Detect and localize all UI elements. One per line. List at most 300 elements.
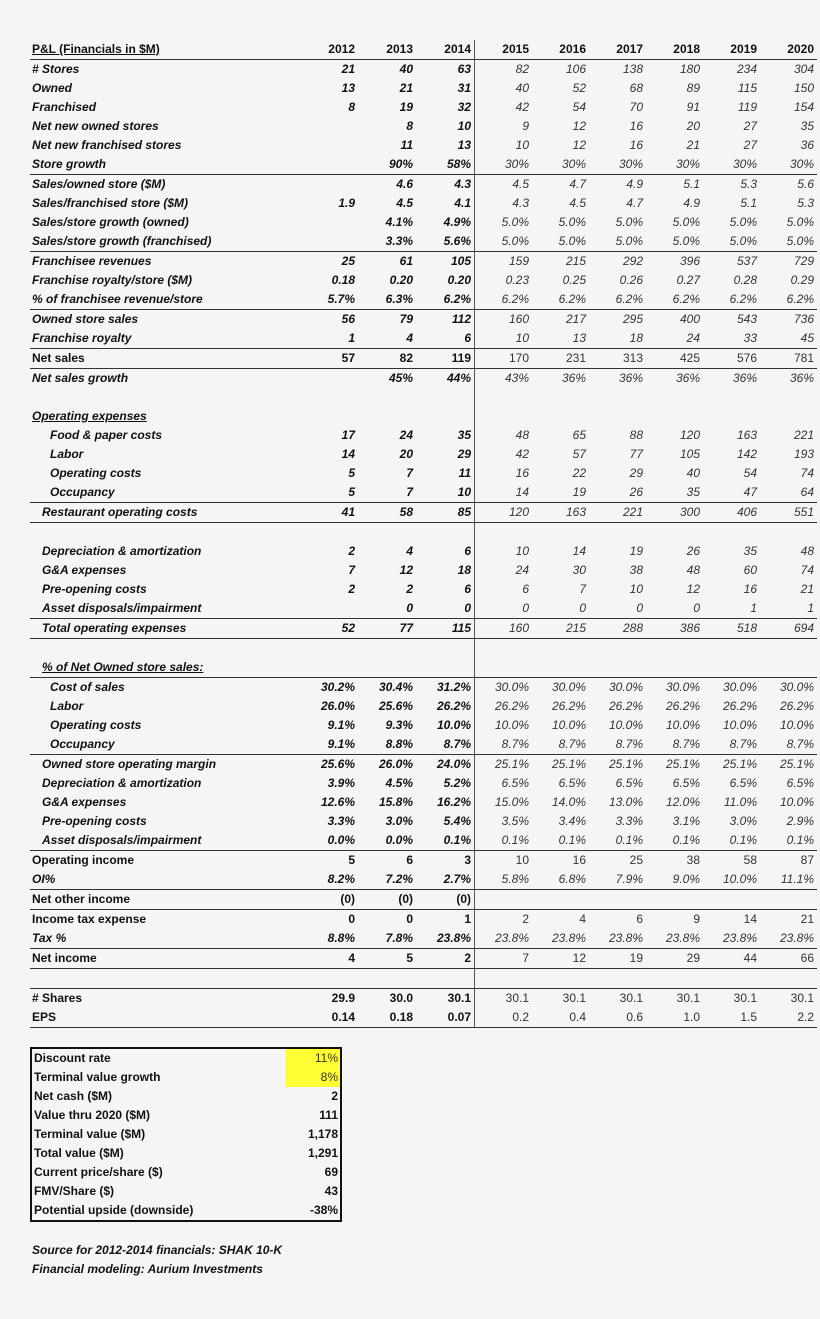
table-row xyxy=(30,464,817,483)
proj-cell: 0.1% xyxy=(475,831,533,851)
proj-cell xyxy=(646,658,703,678)
proj-cell: 694 xyxy=(760,619,817,639)
proj-cell xyxy=(532,639,589,659)
proj-cell: 42 xyxy=(475,98,533,117)
hist-cell: 10 xyxy=(416,483,475,503)
proj-cell: 27 xyxy=(743,119,757,133)
hist-cell xyxy=(300,407,358,426)
hist-cell: (0) xyxy=(416,890,475,910)
hist-cell: 10 xyxy=(457,119,471,133)
hist-cell: 11 xyxy=(458,466,471,480)
proj-cell: 9.0% xyxy=(646,870,703,890)
proj-cell: 5.0% xyxy=(475,232,533,252)
proj-cell: 26.2% xyxy=(475,697,533,716)
hist-cell: 105 xyxy=(450,254,471,268)
proj-cell xyxy=(589,969,646,989)
proj-cell: 7.9% xyxy=(589,870,646,890)
proj-cell: 91 xyxy=(686,100,700,114)
proj-cell: 11.0% xyxy=(723,795,757,809)
hist-cell: 8 xyxy=(406,119,413,133)
hist-cell: 0.0% xyxy=(300,831,358,851)
row-label: Pre-opening costs xyxy=(42,582,147,596)
proj-cell: 35 xyxy=(743,544,757,558)
row-label: Net other income xyxy=(30,890,300,910)
proj-cell: 6 xyxy=(636,912,643,926)
valuation-box xyxy=(30,1047,342,1222)
row-label: Operating costs xyxy=(50,718,142,732)
table-row xyxy=(30,136,817,155)
proj-cell: 18 xyxy=(589,329,646,349)
proj-cell: 64 xyxy=(760,483,817,503)
valuation-label: Current price/share ($) xyxy=(34,1165,163,1179)
table-row xyxy=(30,503,817,523)
hist-cell: 7 xyxy=(406,466,413,480)
proj-cell: 12.0% xyxy=(665,795,700,809)
hist-cell: 13 xyxy=(341,81,355,95)
proj-cell: 25.1% xyxy=(779,757,814,771)
proj-cell: 1.0 xyxy=(646,1008,703,1028)
hist-cell: 24 xyxy=(399,428,413,442)
hist-cell: 82 xyxy=(358,349,416,369)
proj-cell: 120 xyxy=(475,503,533,523)
proj-cell: 48 xyxy=(800,544,814,558)
proj-cell: 288 xyxy=(589,619,646,639)
hist-cell: 12 xyxy=(399,563,413,577)
table-row xyxy=(30,812,817,831)
proj-cell: 16 xyxy=(743,582,757,596)
proj-cell: 24 xyxy=(646,329,703,349)
row-label: Franchisee revenues xyxy=(32,254,152,268)
hist-cell xyxy=(300,969,358,989)
proj-cell: 0 xyxy=(589,599,646,619)
valuation-row xyxy=(31,1125,341,1144)
hist-cell: 26.0% xyxy=(378,757,413,771)
hist-cell: 3.0% xyxy=(385,814,413,828)
table-row xyxy=(30,290,817,310)
proj-cell: 576 xyxy=(703,349,760,369)
hist-cell: 2 xyxy=(406,582,413,596)
hist-cell: 9.3% xyxy=(385,718,413,732)
hist-cell: 0 xyxy=(416,599,475,619)
proj-cell: 5.6 xyxy=(797,177,814,191)
proj-cell: 10.0% xyxy=(608,718,643,732)
proj-cell xyxy=(703,658,760,678)
proj-cell: 54 xyxy=(743,466,757,480)
hist-cell: 5.7% xyxy=(300,290,358,310)
proj-cell: 30.1 xyxy=(733,991,757,1005)
hist-cell: 6 xyxy=(416,329,475,349)
proj-cell xyxy=(760,658,817,678)
proj-cell: 5.0% xyxy=(646,232,703,252)
table-row xyxy=(30,98,817,117)
hist-cell: 5 xyxy=(300,483,358,503)
proj-cell: 23.8% xyxy=(760,929,817,949)
valuation-value: 2 xyxy=(331,1089,338,1103)
proj-cell: 300 xyxy=(646,503,703,523)
proj-cell: 30% xyxy=(589,155,646,175)
hist-cell: 4 xyxy=(358,329,416,349)
proj-cell: 234 xyxy=(736,62,757,76)
proj-cell: 1.5 xyxy=(703,1008,760,1028)
valuation-label: Terminal value ($M) xyxy=(34,1127,146,1141)
proj-cell: 736 xyxy=(793,312,814,326)
proj-cell: 25.1% xyxy=(608,757,643,771)
proj-cell xyxy=(646,890,703,910)
hist-cell: 25 xyxy=(341,254,355,268)
proj-cell: 30% xyxy=(703,155,760,175)
hist-cell: 30.4% xyxy=(378,680,413,694)
proj-cell: 16 xyxy=(475,464,533,483)
valuation-row xyxy=(31,1182,341,1201)
hist-cell xyxy=(358,523,416,543)
proj-cell: 23.8% xyxy=(703,929,760,949)
proj-cell: 47 xyxy=(703,483,760,503)
proj-cell: 4.7 xyxy=(626,196,643,210)
table-row xyxy=(30,79,817,98)
valuation-row xyxy=(31,1163,341,1182)
hist-cell: 17 xyxy=(341,428,355,442)
hist-cell: 19 xyxy=(399,100,413,114)
table-row xyxy=(30,155,817,175)
proj-cell: 21 xyxy=(800,912,814,926)
hist-cell: 30.0 xyxy=(389,991,413,1005)
proj-cell: 33 xyxy=(703,329,760,349)
hist-cell: 56 xyxy=(341,312,355,326)
row-label: Occupancy xyxy=(30,483,300,503)
proj-cell: 4.9 xyxy=(683,196,700,210)
proj-cell: 10 xyxy=(475,851,533,871)
table-row xyxy=(30,989,817,1009)
row-label: % of franchisee revenue/store xyxy=(30,290,300,310)
proj-cell: 5.0% xyxy=(475,213,533,232)
proj-cell: 386 xyxy=(646,619,703,639)
proj-cell: 7 xyxy=(579,582,586,596)
hist-cell: 0.20 xyxy=(389,273,413,287)
row-label: Income tax expense xyxy=(32,912,147,926)
proj-cell xyxy=(532,407,589,426)
proj-cell: 30.0% xyxy=(608,680,643,694)
hist-cell: 0 xyxy=(358,599,416,619)
proj-cell: 30.0% xyxy=(551,680,586,694)
hist-cell xyxy=(416,407,475,426)
hist-cell: 90% xyxy=(358,155,416,175)
row-label: Tax % xyxy=(30,929,300,949)
proj-cell: 38 xyxy=(686,853,700,867)
hist-cell: 7.8% xyxy=(358,929,416,949)
proj-cell: 30% xyxy=(475,155,533,175)
proj-cell: 10 xyxy=(475,542,533,561)
hist-cell: 31 xyxy=(457,81,471,95)
hist-cell: 2.7% xyxy=(416,870,475,890)
proj-cell xyxy=(475,890,533,910)
row-label: Operating income xyxy=(32,853,135,867)
valuation-row xyxy=(31,1106,341,1125)
proj-cell: 14 xyxy=(572,544,586,558)
proj-cell xyxy=(532,388,589,407)
proj-cell: 0.1% xyxy=(589,831,646,851)
hist-cell: 0.14 xyxy=(300,1008,358,1028)
row-label: Net sales growth xyxy=(32,371,129,385)
table-row xyxy=(30,658,817,678)
proj-cell: 4.9 xyxy=(626,177,643,191)
proj-cell xyxy=(760,969,817,989)
row-label: Net income xyxy=(30,949,300,969)
proj-cell: 10 xyxy=(475,329,533,349)
proj-cell: 24 xyxy=(475,561,533,580)
hist-cell: 35 xyxy=(457,428,471,442)
hist-cell: 5.2% xyxy=(443,776,471,790)
row-label xyxy=(30,969,300,989)
valuation-value: 8% xyxy=(286,1068,341,1087)
proj-cell: 119 xyxy=(737,100,757,114)
proj-cell: 9 xyxy=(693,912,700,926)
hist-cell: 6 xyxy=(406,853,413,867)
proj-cell: 15.0% xyxy=(475,793,533,812)
row-label: # Shares xyxy=(32,991,83,1005)
hist-cell: 0 xyxy=(406,912,413,926)
hist-cell xyxy=(300,523,358,543)
table-row xyxy=(30,619,817,639)
hist-cell: 85 xyxy=(416,503,475,523)
proj-cell: 27 xyxy=(743,138,757,152)
row-label: Sales/store growth (owned) xyxy=(32,215,189,229)
hist-cell xyxy=(300,232,358,252)
proj-cell: 0.6 xyxy=(589,1008,646,1028)
pl-header-label: P&L (Financials in $M) xyxy=(30,40,300,60)
hist-cell: 26.0% xyxy=(320,699,355,713)
row-label xyxy=(30,388,300,407)
proj-cell: 30.0% xyxy=(722,680,757,694)
hist-cell: 8.8% xyxy=(358,735,416,755)
proj-cell: 30.0% xyxy=(665,680,700,694)
proj-cell xyxy=(475,388,533,407)
proj-cell: 6.2% xyxy=(760,290,817,310)
row-label: Depreciation & amortization xyxy=(42,776,202,790)
row-label: Asset disposals/impairment xyxy=(30,599,300,619)
proj-cell: 23.8% xyxy=(589,929,646,949)
proj-cell xyxy=(703,407,760,426)
proj-cell xyxy=(589,658,646,678)
proj-cell: 160 xyxy=(475,619,533,639)
hist-cell: 77 xyxy=(358,619,416,639)
row-label: # Stores xyxy=(32,62,80,76)
hist-cell: 29.9 xyxy=(331,991,355,1005)
proj-cell: 36% xyxy=(561,371,586,385)
hist-cell: 7.2% xyxy=(358,870,416,890)
row-label: % of Net Owned store sales: xyxy=(30,658,300,678)
proj-cell: 30.1 xyxy=(790,991,814,1005)
table-row xyxy=(30,735,817,755)
proj-cell: 5.0% xyxy=(589,232,646,252)
hist-cell: 4.6 xyxy=(396,177,413,191)
table-row xyxy=(30,890,817,910)
proj-cell: 29 xyxy=(629,466,643,480)
proj-cell: 20 xyxy=(686,119,700,133)
proj-cell: 25.1% xyxy=(551,757,586,771)
proj-cell: 6.2% xyxy=(646,290,703,310)
proj-cell: 6.2% xyxy=(532,290,589,310)
hist-cell: 30.1 xyxy=(447,991,471,1005)
proj-cell: 43% xyxy=(475,369,533,389)
hist-cell: 26.2% xyxy=(436,699,471,713)
hist-cell xyxy=(300,658,358,678)
proj-cell: 36% xyxy=(732,371,757,385)
table-row xyxy=(30,117,817,136)
valuation-value: 69 xyxy=(324,1165,338,1179)
row-label xyxy=(30,523,300,543)
row-label: Franchise royalty xyxy=(30,329,300,349)
row-label: OI% xyxy=(30,870,300,890)
hist-cell: 1 xyxy=(300,329,358,349)
proj-cell: 26.2% xyxy=(722,699,757,713)
proj-cell: 518 xyxy=(703,619,760,639)
proj-cell: 781 xyxy=(760,349,817,369)
year-header: 2018 xyxy=(646,40,703,60)
proj-cell: 10.0% xyxy=(475,716,533,735)
proj-cell: 9 xyxy=(475,117,533,136)
proj-cell: 4.5 xyxy=(569,196,586,210)
valuation-value: 11% xyxy=(286,1048,341,1068)
hist-cell: 52 xyxy=(300,619,358,639)
hist-cell: 5 xyxy=(348,466,355,480)
hist-cell: 4.1% xyxy=(385,215,413,229)
hist-cell: 15.8% xyxy=(378,795,413,809)
proj-cell: 8.7% xyxy=(532,735,589,755)
hist-cell: 2 xyxy=(416,949,475,969)
table-row xyxy=(30,716,817,735)
hist-cell: 8.8% xyxy=(300,929,358,949)
row-label: EPS xyxy=(30,1008,300,1028)
proj-cell: 35 xyxy=(800,119,814,133)
proj-cell: 5.0% xyxy=(729,215,757,229)
proj-cell xyxy=(589,407,646,426)
proj-cell: 193 xyxy=(793,447,814,461)
proj-cell: 292 xyxy=(622,254,643,268)
proj-cell: 105 xyxy=(679,447,700,461)
proj-cell xyxy=(532,890,589,910)
proj-cell: 60 xyxy=(743,563,757,577)
hist-cell xyxy=(416,388,475,407)
proj-cell xyxy=(646,523,703,543)
proj-cell: 25.1% xyxy=(475,755,533,775)
table-row xyxy=(30,426,817,445)
proj-cell: 0.23 xyxy=(475,271,533,290)
proj-cell: 0.2 xyxy=(475,1008,533,1028)
proj-cell xyxy=(532,658,589,678)
proj-cell: 14 xyxy=(743,912,757,926)
proj-cell: 231 xyxy=(532,349,589,369)
proj-cell: 8.7% xyxy=(703,735,760,755)
year-header: 2012 xyxy=(300,40,358,60)
proj-cell: 70 xyxy=(629,100,643,114)
proj-cell: 5.0% xyxy=(532,232,589,252)
proj-cell: 45 xyxy=(760,329,817,349)
proj-cell: 13.0% xyxy=(608,795,643,809)
row-label: Owned xyxy=(32,81,73,95)
row-label: Total operating expenses xyxy=(30,619,300,639)
proj-cell xyxy=(646,407,703,426)
hist-cell: 24.0% xyxy=(436,757,471,771)
hist-cell xyxy=(300,599,358,619)
hist-cell: 4.9% xyxy=(443,215,471,229)
hist-cell: 12.6% xyxy=(320,795,355,809)
proj-cell: 1 xyxy=(760,599,817,619)
hist-cell: 3.3% xyxy=(358,232,416,252)
proj-cell: 8.7% xyxy=(475,735,533,755)
proj-cell: 0.29 xyxy=(790,273,814,287)
proj-cell xyxy=(703,969,760,989)
proj-cell xyxy=(646,388,703,407)
proj-cell: 30% xyxy=(532,155,589,175)
hist-cell xyxy=(300,639,358,659)
proj-cell xyxy=(703,639,760,659)
hist-cell: 23.8% xyxy=(416,929,475,949)
hist-cell xyxy=(300,175,358,195)
proj-cell: 2.9% xyxy=(786,814,814,828)
proj-cell: 14 xyxy=(475,483,533,503)
hist-cell: 10.0% xyxy=(436,718,471,732)
proj-cell: 16 xyxy=(572,853,586,867)
proj-cell: 35 xyxy=(646,483,703,503)
hist-cell xyxy=(300,117,358,136)
proj-cell: 4.3 xyxy=(475,194,533,213)
proj-cell: 12 xyxy=(572,138,586,152)
proj-cell: 16 xyxy=(629,138,643,152)
proj-cell: 13 xyxy=(532,329,589,349)
hist-cell: 7 xyxy=(348,563,355,577)
proj-cell: 19 xyxy=(629,544,643,558)
hist-cell: 79 xyxy=(399,312,413,326)
proj-cell xyxy=(703,890,760,910)
hist-cell: 30.2% xyxy=(320,680,355,694)
proj-cell: 26 xyxy=(589,483,646,503)
hist-cell: 9.1% xyxy=(327,718,355,732)
hist-cell: 0.1% xyxy=(416,831,475,851)
row-label: Owned store sales xyxy=(32,312,139,326)
proj-cell: 180 xyxy=(679,62,700,76)
hist-cell: 4.3 xyxy=(454,177,471,191)
proj-cell: 48 xyxy=(686,563,700,577)
valuation-value: 43 xyxy=(324,1184,338,1198)
proj-cell: 38 xyxy=(629,563,643,577)
proj-cell: 42 xyxy=(475,445,533,464)
table-row xyxy=(30,542,817,561)
row-label: Operating costs xyxy=(50,466,142,480)
proj-cell: 12 xyxy=(572,119,586,133)
row-label: Sales/store growth (franchised) xyxy=(30,232,300,252)
hist-cell: 25.6% xyxy=(320,757,355,771)
proj-cell: 74 xyxy=(800,563,814,577)
proj-cell: 313 xyxy=(589,349,646,369)
proj-cell: 10.0% xyxy=(779,795,814,809)
proj-cell: 87 xyxy=(800,853,814,867)
proj-cell: 5.3 xyxy=(740,177,757,191)
table-row xyxy=(30,369,817,389)
proj-cell: 48 xyxy=(475,426,533,445)
hist-cell: 0 xyxy=(348,912,355,926)
proj-cell: 30% xyxy=(760,155,817,175)
proj-cell: 10.0% xyxy=(551,718,586,732)
proj-cell xyxy=(703,388,760,407)
proj-cell xyxy=(475,969,533,989)
hist-cell: 2 xyxy=(348,544,355,558)
table-row xyxy=(30,329,817,349)
table-row xyxy=(30,252,817,272)
hist-cell: 6 xyxy=(464,582,471,596)
proj-cell xyxy=(703,523,760,543)
proj-cell: 6.5% xyxy=(615,776,643,790)
hist-cell: 4.5% xyxy=(385,776,413,790)
